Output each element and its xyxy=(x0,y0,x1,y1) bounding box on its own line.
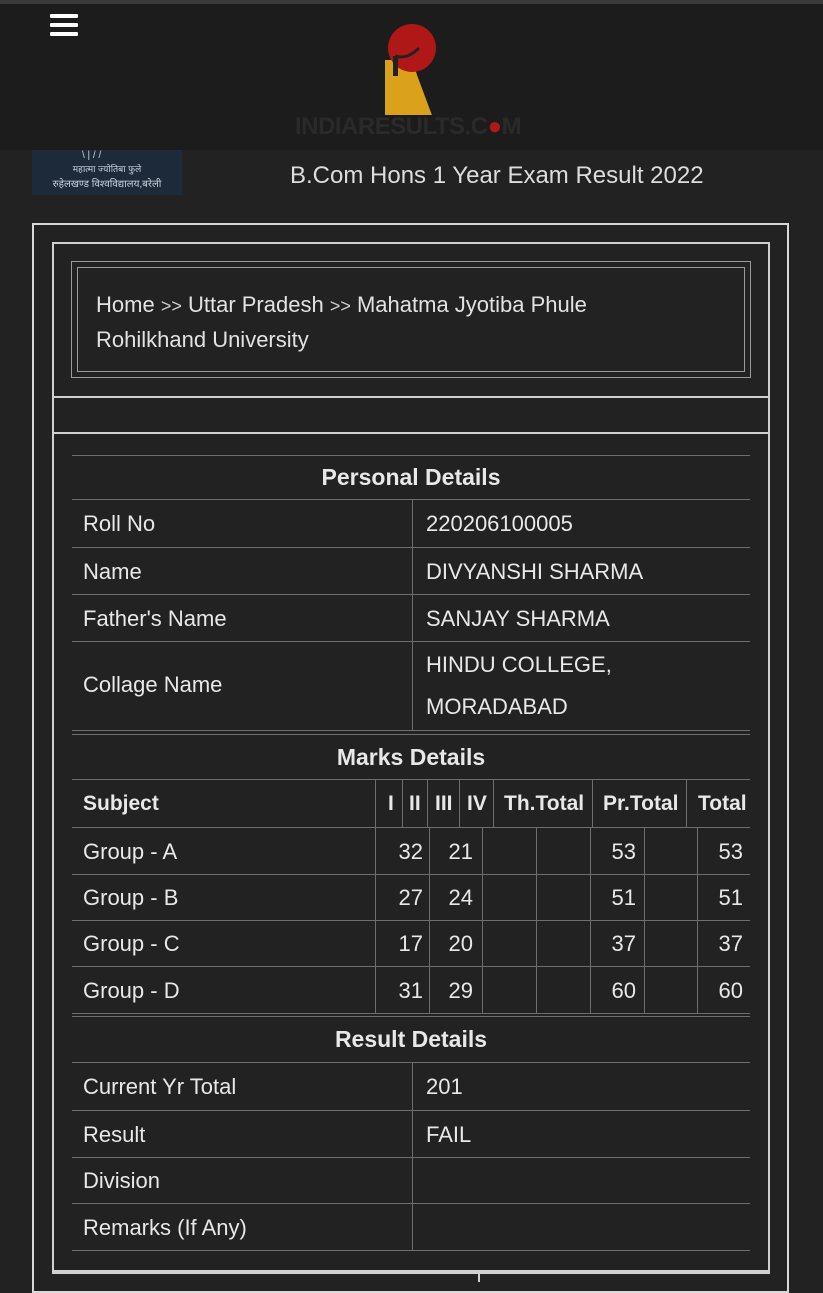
table-row xyxy=(72,1158,750,1204)
table-row xyxy=(72,595,750,642)
col-i: I xyxy=(388,792,394,815)
col-pr-total: Pr.Total xyxy=(603,792,679,815)
university-logo xyxy=(32,150,182,195)
subject-cell: Group - B xyxy=(83,885,179,910)
table-row xyxy=(72,548,750,595)
university-emblem-icon: \ | / / xyxy=(82,150,102,161)
breadcrumb-state-link[interactable]: Uttar Pradesh xyxy=(187,292,324,317)
col-subject: Subject xyxy=(83,792,159,815)
col-iii: III xyxy=(435,792,453,815)
table-row xyxy=(72,967,750,1014)
logo-text: INDIARESULTS.C●M xyxy=(295,113,522,140)
university-logo-line2: रुहेलखण्ड विश्वविद्यालय,बरेली xyxy=(52,179,162,190)
college-label: Collage Name xyxy=(83,672,223,697)
mark-total: 37 xyxy=(718,931,743,956)
mark-total: 60 xyxy=(718,978,743,1003)
marks-details-heading: Marks Details xyxy=(72,734,750,780)
col-total: Total xyxy=(698,792,747,815)
mark-ii: 29 xyxy=(448,978,473,1003)
father-label: Father's Name xyxy=(83,606,227,631)
table-row xyxy=(72,642,750,731)
col-th-total: Th.Total xyxy=(504,792,585,815)
mark-i: 27 xyxy=(398,885,423,910)
breadcrumb-university-link[interactable]: Mahatma Jyotiba Phule Rohilkhand University xyxy=(96,292,587,352)
spacer-box xyxy=(52,396,770,434)
breadcrumb-home-link[interactable]: Home xyxy=(96,292,155,317)
table-row xyxy=(72,1204,750,1251)
table-row xyxy=(72,828,750,875)
col-iv: IV xyxy=(467,792,487,815)
mark-i: 32 xyxy=(398,839,423,864)
current-total-value: 201 xyxy=(426,1074,463,1099)
indiaresults-logo[interactable] xyxy=(295,20,535,145)
table-row xyxy=(72,1063,750,1111)
result-label: Result xyxy=(83,1122,146,1147)
menu-icon[interactable] xyxy=(50,14,78,38)
breadcrumb xyxy=(77,267,745,372)
mark-total: 51 xyxy=(718,885,743,910)
page-title: B.Com Hons 1 Year Exam Result 2022 xyxy=(290,162,704,189)
roll-value: 220206100005 xyxy=(426,511,573,536)
col-ii: II xyxy=(409,792,421,815)
personal-details-heading: Personal Details xyxy=(72,455,750,500)
mark-pr-total: 51 xyxy=(611,885,636,910)
name-value: DIVYANSHI SHARMA xyxy=(426,559,644,584)
subject-cell: Group - C xyxy=(83,931,180,956)
subject-cell: Group - A xyxy=(83,839,178,864)
table-row xyxy=(72,921,750,967)
name-label: Name xyxy=(83,559,142,584)
university-logo-line1: महात्मा ज्योतिबा फुले xyxy=(72,164,142,174)
table-row xyxy=(72,875,750,921)
father-value: SANJAY SHARMA xyxy=(426,606,610,631)
next-section-border xyxy=(52,1272,770,1282)
subject-cell: Group - D xyxy=(83,978,180,1003)
breadcrumb-separator: >> xyxy=(160,296,182,316)
mark-pr-total: 37 xyxy=(611,931,636,956)
breadcrumb-separator: >> xyxy=(329,296,351,316)
roll-label: Roll No xyxy=(83,511,156,536)
table-row xyxy=(72,500,750,548)
mark-i: 31 xyxy=(398,978,423,1003)
mark-i: 17 xyxy=(398,931,423,956)
division-label: Division xyxy=(83,1168,161,1193)
mark-pr-total: 60 xyxy=(611,978,636,1003)
logo-mark-icon xyxy=(295,20,535,115)
college-value-line2: MORADABAD xyxy=(426,694,568,719)
result-value: FAIL xyxy=(426,1122,472,1147)
table-row xyxy=(72,1111,750,1158)
remarks-label: Remarks (If Any) xyxy=(83,1215,247,1240)
current-total-label: Current Yr Total xyxy=(83,1074,237,1099)
result-details-heading: Result Details xyxy=(72,1016,750,1063)
mark-ii: 20 xyxy=(448,931,473,956)
mark-pr-total: 53 xyxy=(611,839,636,864)
mark-ii: 24 xyxy=(448,885,473,910)
college-value-line1: HINDU COLLEGE, xyxy=(426,652,612,677)
marks-header-row xyxy=(72,780,750,828)
mark-ii: 21 xyxy=(448,839,473,864)
mark-total: 53 xyxy=(718,839,743,864)
